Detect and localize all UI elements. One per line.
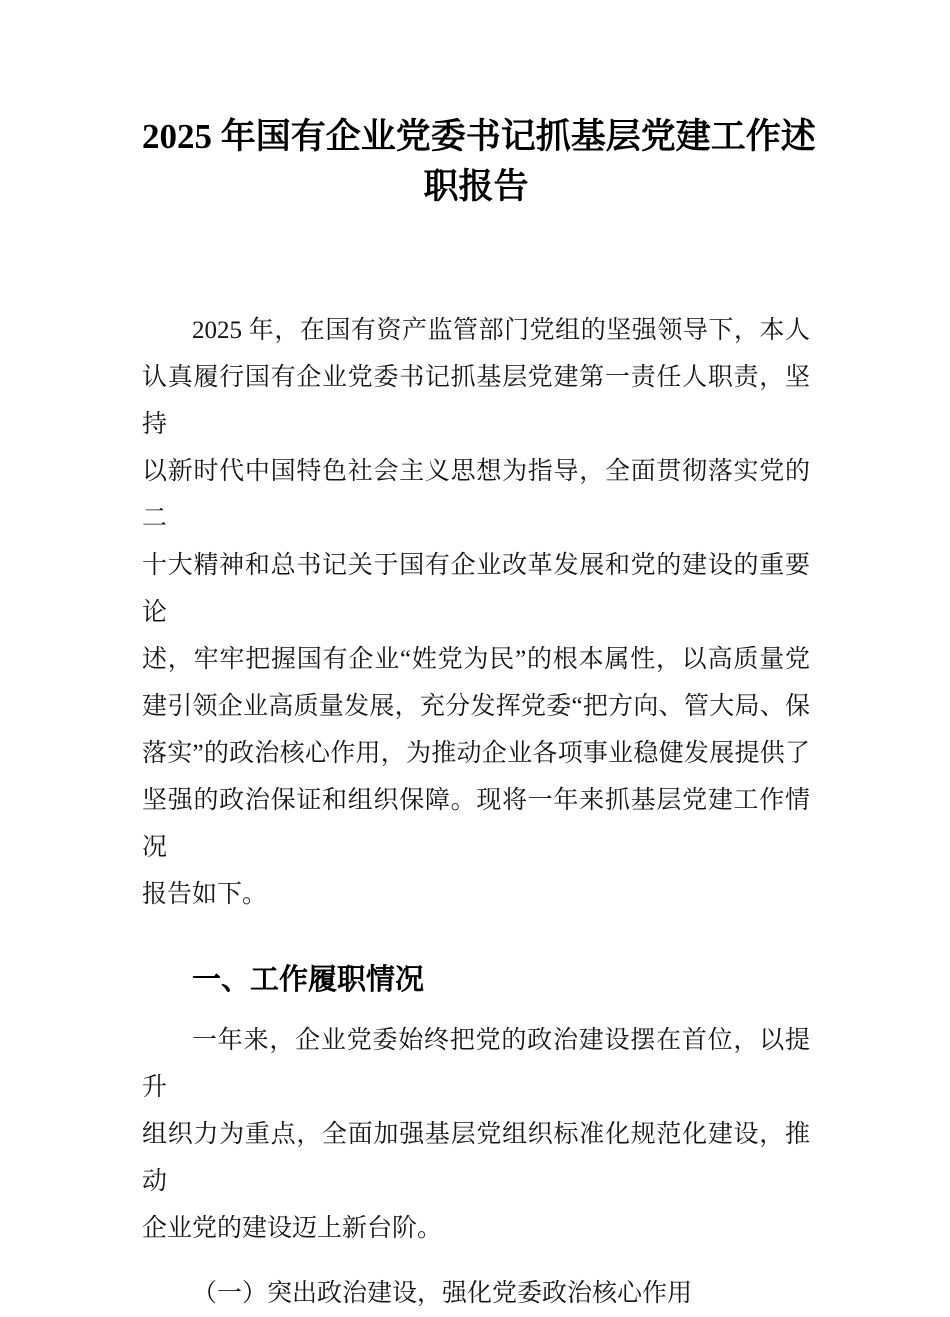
paragraph-line: 落实”的政治核心作用，为推动企业各项事业稳健发展提供了 [142,740,810,767]
paragraph-line: 坚强的政治保证和组织保障。现将一年来抓基层党建工作情况 [142,787,810,861]
paragraph-line: 报告如下。 [142,881,268,908]
paragraph-line: 企业党的建设迈上新台阶。 [142,1215,443,1242]
body-paragraph [142,1017,810,1252]
paragraph-line: 述，牢牢把握国有企业“姓党为民”的根本属性，以高质量党 [142,646,810,673]
document-body [142,307,810,1317]
paragraph-line: 2025 年，在国有资产监管部门党组的坚强领导下，本人 [192,317,810,344]
paragraph-line: 一年来，企业党委始终把党的政治建设摆在首位，以提升 [142,1027,810,1101]
paragraph-line: 以新时代中国特色社会主义思想为指导，全面贯彻落实党的二 [142,458,810,532]
document-title-line: 职报告 [423,167,529,206]
paragraph-line: 十大精神和总书记关于国有企业改革发展和党的建设的重要论 [142,552,810,626]
paragraph-line: 认真履行国有企业党委书记抓基层党建第一责任人职责，坚持 [142,364,810,438]
document-title [142,112,816,212]
section-heading: 一、工作履职情况 [192,964,425,996]
sub-section-heading: （一）突出政治建设，强化党委政治核心作用 [192,1280,693,1307]
paragraph-line: 组织力为重点，全面加强基层党组织标准化规范化建设，推动 [142,1121,810,1195]
paragraph-line: 建引领企业高质量发展，充分发挥党委“把方向、管大局、保 [142,693,810,720]
body-paragraph [142,307,810,918]
document-title-line: 2025 年国有企业党委书记抓基层党建工作述 [142,117,816,156]
